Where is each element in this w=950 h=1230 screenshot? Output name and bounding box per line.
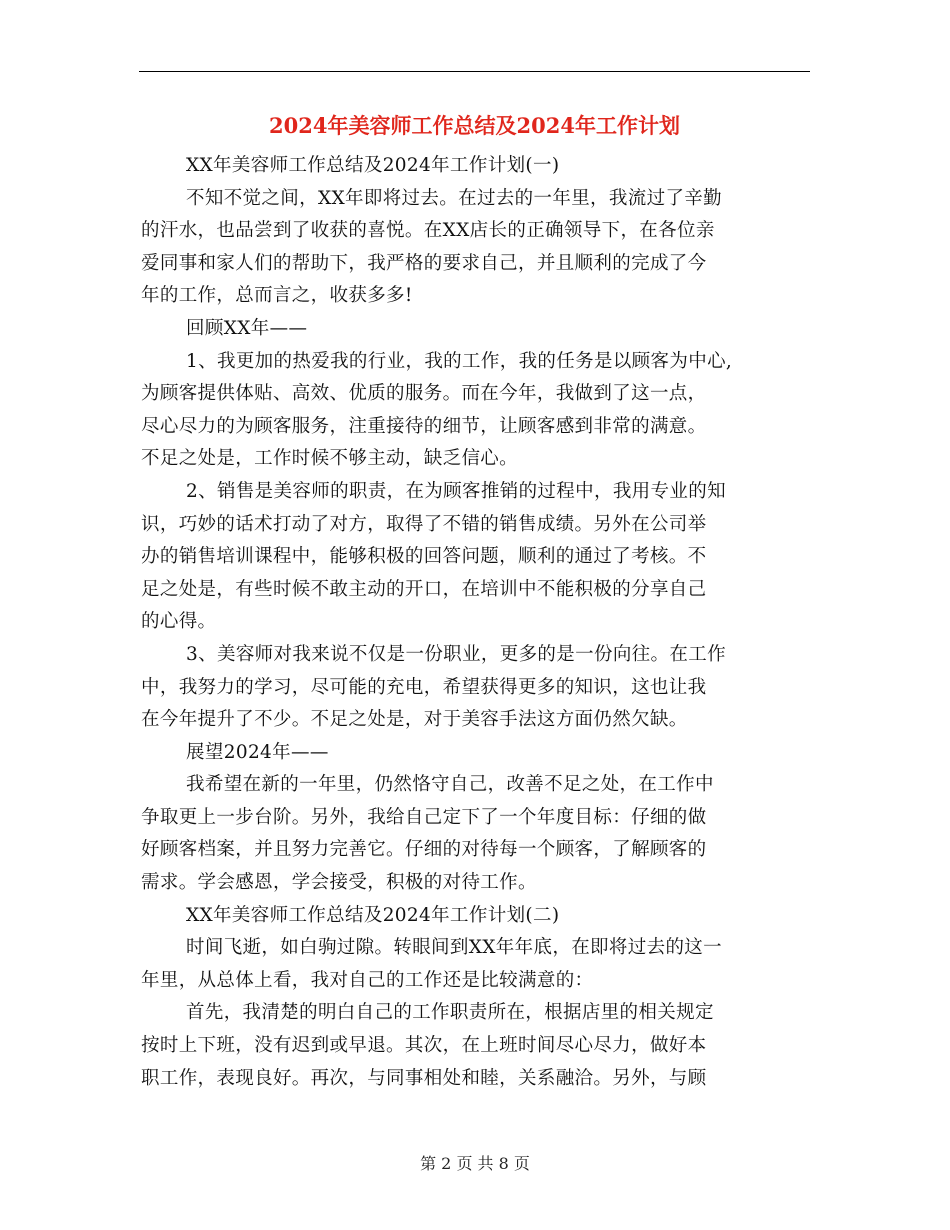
text-line: 时间飞逝，如白驹过隙。转眼间到XX年年底，在即将过去的这一	[186, 937, 722, 959]
text-line: 2、销售是美容师的职责，在为顾客推销的过程中，我用专业的知	[186, 480, 726, 502]
text-line: 职工作，表现良好。再次，与同事相处和睦，关系融洽。另外，与顾	[141, 1067, 707, 1089]
paragraph	[141, 737, 821, 770]
text-line: 不知不觉之间，XX年即将过去。在过去的一年里，我流过了辛勤	[186, 187, 722, 209]
text-line: 争取更上一步台阶。另外，我给自己定下了一个年度目标：仔细的做	[141, 806, 707, 828]
text-line: XX年美容师工作总结及2024年工作计划(一)	[186, 155, 560, 176]
text-line: 的心得。	[141, 611, 217, 633]
paragraph	[141, 313, 821, 346]
text-line: 办的销售培训课程中，能够积极的回答问题，顺利的通过了考核。不	[141, 546, 707, 568]
document-body	[141, 150, 821, 1095]
document-title: 2024年美容师工作总结及2024年工作计划	[269, 113, 680, 138]
text-line: 爱同事和家人们的帮助下，我严格的要求自己，并且顺利的完成了今	[141, 252, 707, 274]
text-line: 3、美容师对我来说不仅是一份职业，更多的是一份向往。在工作	[186, 643, 726, 665]
text-line: 足之处是，有些时候不敢主动的开口，在培训中不能积极的分享自己	[141, 578, 707, 600]
text-line: 回顾XX年——	[186, 317, 308, 339]
text-line: 识，巧妙的话术打动了对方，取得了不错的销售成绩。另外在公司举	[141, 513, 707, 535]
text-line: 按时上下班，没有迟到或早退。其次，在上班时间尽心尽力，做好本	[141, 1035, 707, 1057]
text-line: 中，我努力的学习，尽可能的充电，希望获得更多的知识，这也让我	[141, 676, 707, 698]
text-line: 在今年提升了不少。不足之处是，对于美容手法这方面仍然欠缺。	[141, 709, 688, 731]
paragraph	[141, 476, 821, 639]
paragraph	[141, 997, 821, 1095]
header-rule	[139, 71, 810, 72]
text-line: 展望2024年——	[186, 741, 329, 763]
page-footer: 第 2 页 共 8 页	[420, 1154, 530, 1173]
paragraph	[141, 183, 821, 313]
paragraph	[141, 932, 821, 997]
paragraph	[141, 900, 821, 933]
text-line: 的汗水，也品尝到了收获的喜悦。在XX店长的正确领导下，在各位亲	[141, 220, 715, 242]
text-line: 我希望在新的一年里，仍然恪守自己，改善不足之处，在工作中	[186, 774, 714, 796]
text-line: 好顾客档案，并且努力完善它。仔细的对待每一个顾客，了解顾客的	[141, 839, 707, 861]
text-line: XX年美容师工作总结及2024年工作计划(二)	[186, 904, 560, 926]
text-line: 年的工作，总而言之，收获多多!	[141, 285, 413, 307]
text-line: 不足之处是，工作时候不够主动，缺乏信心。	[141, 448, 519, 470]
paragraph	[141, 346, 821, 476]
paragraph	[141, 150, 821, 183]
text-line: 首先，我清楚的明白自己的工作职责所在，根据店里的相关规定	[186, 1002, 714, 1024]
text-line: 1、我更加的热爱我的行业，我的工作，我的任务是以顾客为中心,	[186, 350, 733, 372]
text-line: 年里，从总体上看，我对自己的工作还是比较满意的：	[141, 969, 594, 991]
paragraph	[141, 639, 821, 737]
paragraph	[141, 769, 821, 899]
text-line: 需求。学会感恩，学会接受，积极的对待工作。	[141, 872, 537, 894]
text-line: 尽心尽力的为顾客服务，注重接待的细节，让顾客感到非常的满意。	[141, 415, 707, 437]
text-line: 为顾客提供体贴、高效、优质的服务。而在今年，我做到了这一点，	[141, 383, 707, 405]
